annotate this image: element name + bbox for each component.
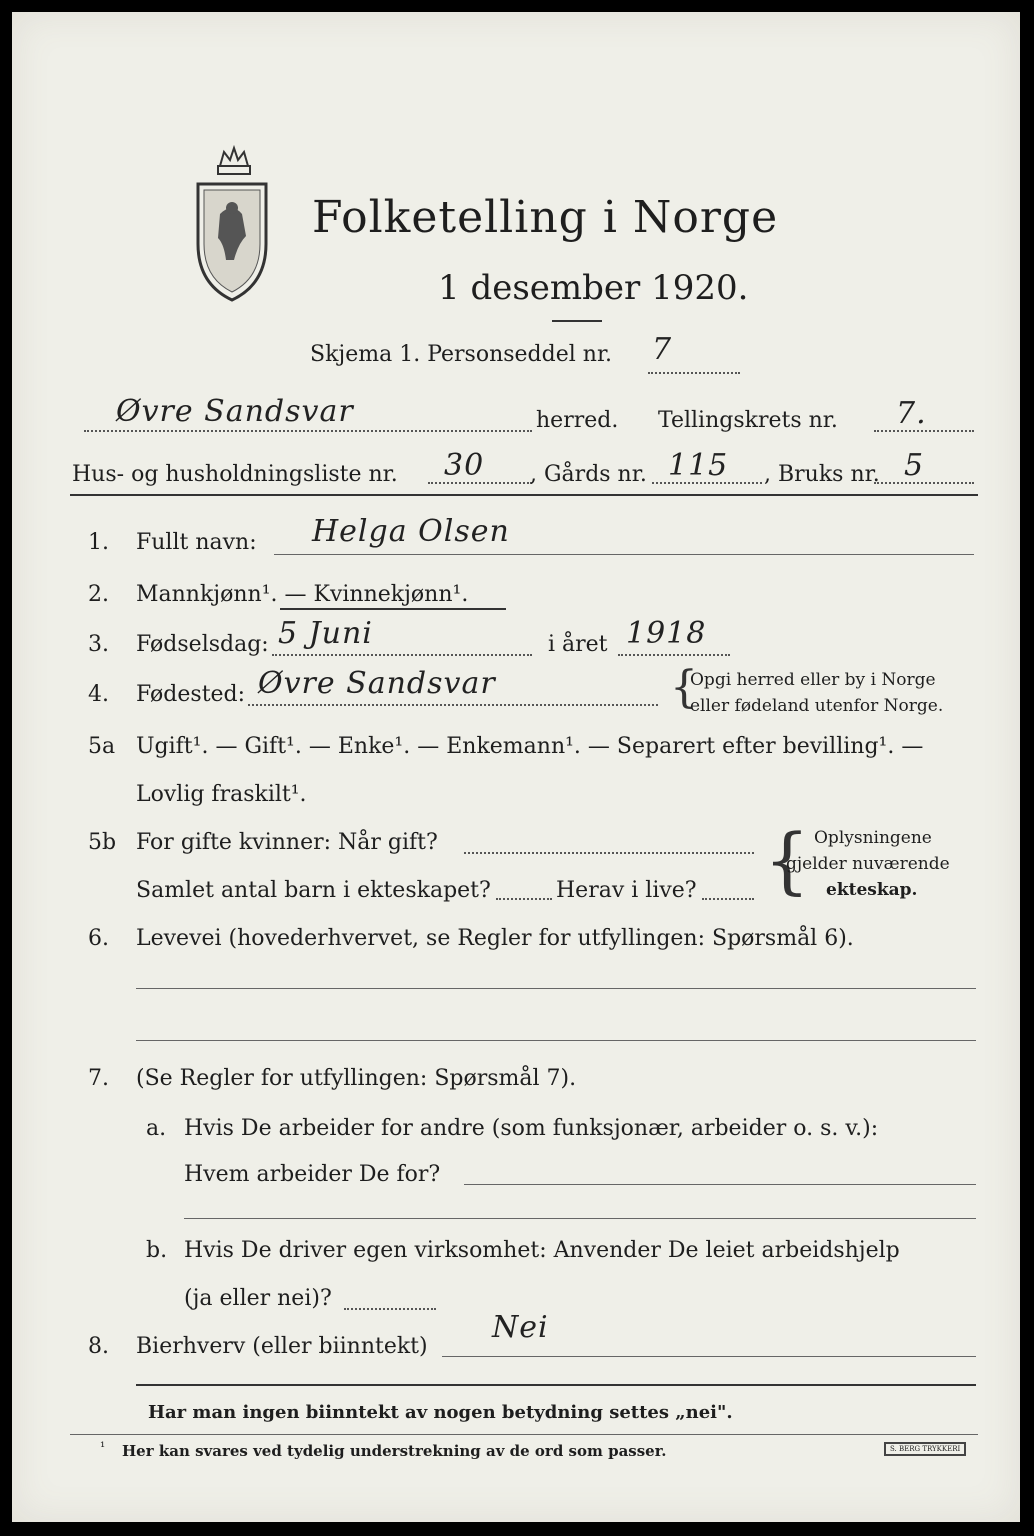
q1-label: Fullt navn:	[136, 530, 257, 555]
herred-line	[84, 430, 532, 432]
q5b-married-when-label: For gifte kvinner: Når gift?	[136, 830, 438, 855]
personseddel-nr-value[interactable]: 7	[652, 332, 673, 367]
q5b-note-line2: gjelder nuværende	[786, 854, 950, 874]
hus-value[interactable]: 30	[444, 448, 485, 483]
q8-line	[442, 1356, 976, 1357]
q6-answer-line1[interactable]	[136, 988, 976, 989]
gards-value[interactable]: 115	[668, 448, 729, 483]
tellingskrets-value[interactable]: 7.	[896, 396, 927, 431]
q7b-letter: b.	[146, 1238, 168, 1263]
footer-rule	[136, 1384, 976, 1386]
q5b-married-when-line[interactable]	[464, 852, 754, 854]
form-title: Folketelling i Norge	[312, 192, 779, 243]
q7-label: (Se Regler for utfyllingen: Spørsmål 7).	[136, 1066, 577, 1091]
q7b-answer-line[interactable]	[344, 1308, 436, 1310]
q7a-line1: Hvis De arbeider for andre (som funksjonær, arbeider o. s. v.):	[184, 1116, 879, 1141]
q5b-brace: {	[764, 818, 810, 902]
q3-year-value[interactable]: 1918	[626, 616, 707, 651]
bruks-line	[874, 482, 974, 484]
form-date: 1 desember 1920.	[438, 268, 749, 308]
q3-line	[272, 654, 532, 656]
title-divider	[552, 320, 602, 322]
q5b-alive-label: Herav i live?	[556, 878, 697, 903]
q5b-children-line[interactable]	[496, 898, 552, 900]
skjema-label: Skjema 1. Personseddel nr.	[310, 342, 613, 367]
q3-year-label: i året	[548, 632, 608, 657]
q3-birthday-value[interactable]: 5 Juni	[278, 616, 373, 651]
hus-line	[428, 482, 532, 484]
q5a-number: 5a	[88, 734, 116, 759]
herred-value[interactable]: Øvre Sandsvar	[116, 394, 354, 429]
q7a-letter: a.	[146, 1116, 167, 1141]
coat-of-arms-icon	[190, 144, 274, 304]
q2-number: 2.	[88, 582, 109, 607]
q5b-number: 5b	[88, 830, 117, 855]
footer-note: Har man ingen biinntekt av nogen betydning settes „nei".	[148, 1402, 733, 1423]
q5a-divorced-option[interactable]: Lovlig fraskilt¹.	[136, 782, 307, 807]
tellingskrets-label: Tellingskrets nr.	[658, 408, 838, 433]
footnote-rule	[70, 1434, 978, 1435]
q7b-line2: (ja eller nei)?	[184, 1286, 332, 1311]
q3-year-line	[618, 654, 730, 656]
q5b-alive-line[interactable]	[702, 898, 754, 900]
q7b-line1: Hvis De driver egen virksomhet: Anvender De leiet arbeidshjelp	[184, 1238, 900, 1263]
q8-side-income-value[interactable]: Nei	[492, 1310, 549, 1345]
q8-label: Bierhverv (eller biinntekt)	[136, 1334, 428, 1359]
tellingskrets-line	[874, 430, 974, 432]
herred-label: herred.	[536, 408, 619, 433]
q4-birthplace-value[interactable]: Øvre Sandsvar	[258, 666, 496, 701]
q7a-line2: Hvem arbeider De for?	[184, 1162, 441, 1187]
q4-note-line1: Opgi herred eller by i Norge	[690, 670, 936, 690]
q4-note-line2: eller fødeland utenfor Norge.	[690, 696, 944, 716]
q5b-note-line1: Oplysningene	[814, 828, 932, 848]
q2-gender-options[interactable]: Mannkjønn¹. — Kvinnekjønn¹.	[136, 582, 469, 607]
bruks-value[interactable]: 5	[904, 448, 925, 483]
q1-full-name-value[interactable]: Helga Olsen	[312, 514, 510, 549]
personseddel-nr-line	[648, 372, 740, 374]
header-rule	[70, 494, 978, 496]
q1-line	[274, 554, 974, 555]
q4-label: Fødested:	[136, 682, 246, 707]
q3-number: 3.	[88, 632, 109, 657]
hus-label: Hus- og husholdningsliste nr.	[72, 462, 398, 487]
bruks-label: , Bruks nr.	[764, 462, 880, 487]
q3-label: Fødselsdag:	[136, 632, 269, 657]
q6-label: Levevei (hovederhvervet, se Regler for utfyllingen: Spørsmål 6).	[136, 926, 854, 951]
gards-line	[652, 482, 762, 484]
q5a-marital-options[interactable]: Ugift¹. — Gift¹. — Enke¹. — Enkemann¹. — Separert efter bevilling¹. —	[136, 734, 924, 759]
census-form	[12, 12, 1020, 1522]
q5b-children-label: Samlet antal barn i ekteskapet?	[136, 878, 491, 903]
footnote-text: Her kan svares ved tydelig understrekning av de ord som passer.	[122, 1442, 667, 1460]
q6-answer-line2[interactable]	[136, 1040, 976, 1041]
q2-underline	[280, 608, 506, 610]
footnote-mark: ¹	[100, 1440, 106, 1455]
q7a-answer-line2[interactable]	[184, 1218, 976, 1219]
q8-number: 8.	[88, 1334, 109, 1359]
q4-line	[248, 704, 658, 706]
printer-stamp: S. BERG TRYKKERI	[884, 1442, 966, 1456]
q7-number: 7.	[88, 1066, 109, 1091]
q4-number: 4.	[88, 682, 109, 707]
gards-label: , Gårds nr.	[530, 462, 647, 487]
q4-brace: {	[670, 662, 698, 713]
q7a-answer-line[interactable]	[464, 1184, 976, 1185]
q5b-note-line3: ekteskap.	[826, 880, 918, 900]
q1-number: 1.	[88, 530, 109, 555]
q6-number: 6.	[88, 926, 109, 951]
